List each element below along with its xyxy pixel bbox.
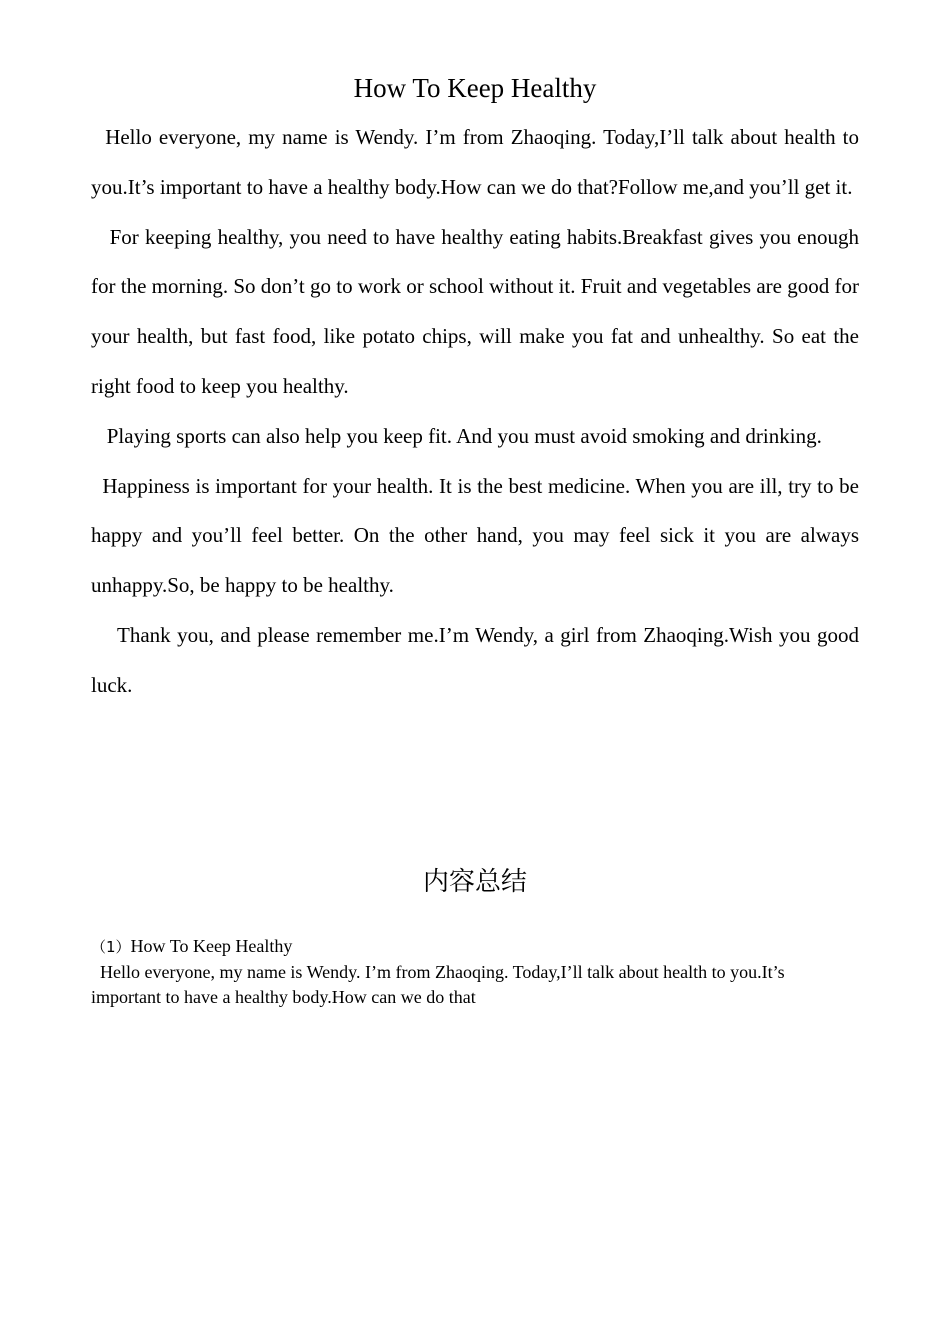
paragraph-sports: Playing sports can also help you keep fit. And you must avoid smoking and drinking. <box>91 423 822 448</box>
paragraph-eating-habits: For keeping healthy, you need to have healthy eating habits.Breakfast gives you enough for the morning. So don’t go to work or school without it. Fruit and vegetables are good for your health, but fast food, like potato chips, will make you fat and unhealthy. So eat the right food to keep you healthy. <box>91 224 865 398</box>
summary-item-number: （1） <box>91 938 131 956</box>
summary-item-text: Hello everyone, my name is Wendy. I’m from Zhaoqing. Today,I’ll talk about health to you.It’s important to have a healthy body.How can we do that <box>91 962 790 1007</box>
summary-item-heading <box>91 934 851 960</box>
document-body <box>91 113 865 711</box>
paragraph-happiness: Happiness is important for your health. It is the best medicine. When you are ill, try to be happy and you’ll feel better. On the other hand, you may feel sick it you are always unhappy.So, be happy to be healthy. <box>91 473 865 598</box>
summary-item-title: How To Keep Healthy <box>130 936 293 956</box>
paragraph-introduction: Hello everyone, my name is Wendy. I’m from Zhaoqing. Today,I’ll talk about health to you.It’s important to have a healthy body.How can we do that?Follow me,and you’ll get it. <box>91 125 865 199</box>
summary-section <box>91 934 851 1010</box>
summary-heading: 内容总结 <box>422 867 527 897</box>
paragraph-closing: Thank you, and please remember me.I’m Wendy, a girl from Zhaoqing.Wish you good luck. <box>91 622 865 697</box>
document-title: How To Keep Healthy <box>353 73 597 103</box>
